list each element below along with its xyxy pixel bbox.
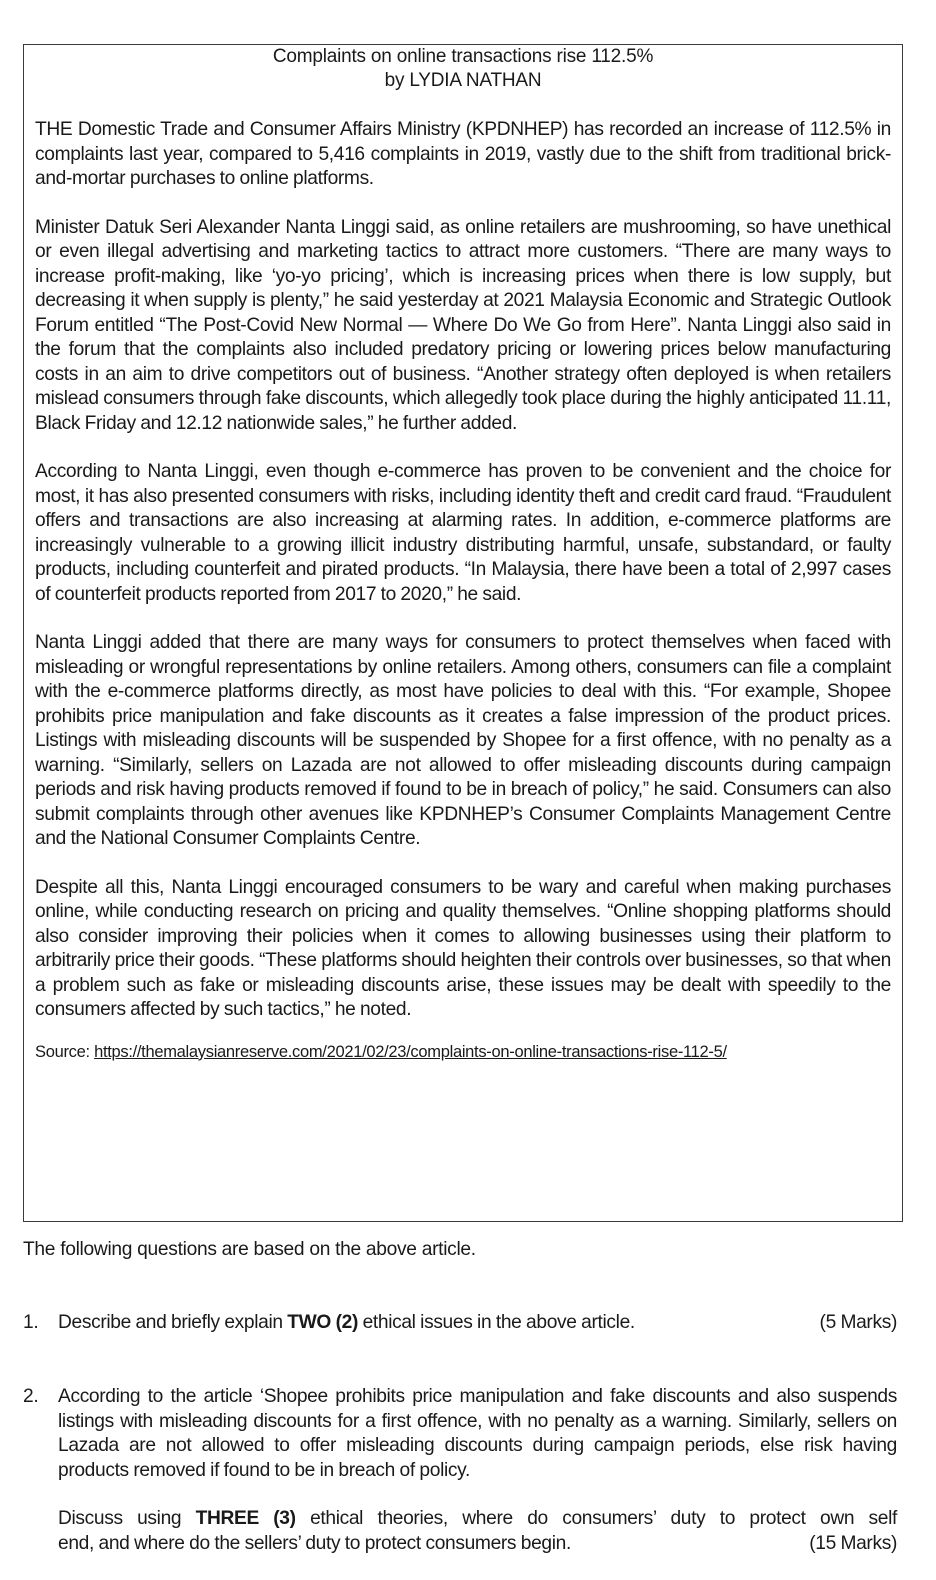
article-paragraph: THE Domestic Trade and Consumer Affairs Ministry (KPDNHEP) has recorded an increase of 112.5% in complaints last year, compared to 5,416 complaints in 2019, vastly due to the shift from traditional brick-and-mortar purchases to online platforms. — [35, 119, 891, 189]
question-prompt: Discuss using THREE (3) ethical theories, where do consumers’ duty to protect own self end, and where do the sellers’ duty to protect consumers begin. (15 Marks) — [58, 1507, 897, 1556]
question-number: 1. — [23, 1312, 39, 1333]
question-quote: According to the article ‘Shopee prohibits price manipulation and fake discounts and also suspends listings with misleading discounts for a first offence, with no penalty as a warning. Similarly, sellers on Lazada are not allowed to offer misleading discounts during campaign periods, else risk having products removed if found to be in breach of policy. — [58, 1386, 897, 1481]
source-link[interactable]: https://themalaysianreserve.com/2021/02/23/complaints-on-online-transactions-rise-112-5/ — [94, 1042, 727, 1061]
question-number: 2. — [23, 1386, 39, 1407]
question-marks: (5 Marks) — [819, 1312, 897, 1333]
article-paragraph: According to Nanta Linggi, even though e-commerce has proven to be convenient and the choice for most, it has also presented consumers with risks, including identity theft and credit card fraud. “Fraudulent offers and transactions are also increasing at alarming rates. In addition, e-commerce platforms are increasingly vulnerable to a growing illicit industry distributing harmful, unsafe, substandard, or faulty products, including counterfeit and pirated products. “In Malaysia, there have been a total of 2,997 cases of counterfeit products reported from 2017 to 2020,” he said. — [35, 461, 891, 605]
article-paragraph: Nanta Linggi added that there are many ways for consumers to protect themselves when faced with misleading or wrongful representations by online retailers. Among others, consumers can file a complaint with the e-commerce platforms directly, as most have policies to deal with this. “For example, Shopee prohibits price manipulation and fake discounts as it creates a false impression of the product prices. Listings with misleading discounts will be suspended by Shopee for a first offence, with no penalty as a warning. “Similarly, sellers on Lazada are not allowed to offer misleading discounts during campaign periods and risk having products removed if found to be in breach of policy,” he said. Consumers can also submit complaints through other avenues like KPDNHEP’s Consumer Complaints Management Centre and the National Consumer Complaints Centre. — [35, 632, 891, 849]
question-marks: (15 Marks) — [809, 1532, 897, 1554]
question-1 — [23, 1311, 897, 1336]
question-text: Describe and briefly explain TWO (2) ethical issues in the above article. — [58, 1312, 635, 1333]
questions-intro: The following questions are based on the above article. — [23, 1239, 476, 1260]
article-paragraph: Minister Datuk Seri Alexander Nanta Linggi said, as online retailers are mushrooming, so have unethical or even illegal advertising and marketing tactics to attract more customers. “There are many ways to increase profit-making, like ‘yo-yo pricing’, which is increasing prices when there is low supply, but decreasing it when supply is plenty,” he said yesterday at 2021 Malaysia Economic and Strategic Outlook Forum entitled “The Post-Covid New Normal — Where Do We Go from Here”. Nanta Linggi also said in the forum that the complaints also included predatory pricing or lowering prices below manufacturing costs in an aim to drive competitors out of business. “Another strategy often deployed is when retailers mislead consumers through fake discounts, which allegedly took place during the highly anticipated 11.11, Black Friday and 12.12 nationwide sales,” he further added. — [35, 216, 891, 434]
source-label: Source: — [35, 1042, 90, 1061]
article-byline: by LYDIA NATHAN — [384, 70, 542, 91]
article-paragraph: Despite all this, Nanta Linggi encouraged consumers to be wary and careful when making purchases online, while conducting research on pricing and quality themselves. “Online shopping platforms should also consider improving their policies when it comes to allowing businesses using their platform to arbitrarily price their goods. “These platforms should heighten their controls over businesses, so that when a problem such as fake or misleading discounts arise, these issues may be dealt with speedily to the consumers affected by such tactics,” he noted. — [35, 876, 891, 1020]
article-headline: Complaints on online transactions rise 112.5% — [272, 46, 654, 67]
article-source — [35, 1043, 891, 1062]
question-2 — [23, 1385, 897, 1556]
article-box — [23, 44, 903, 1222]
